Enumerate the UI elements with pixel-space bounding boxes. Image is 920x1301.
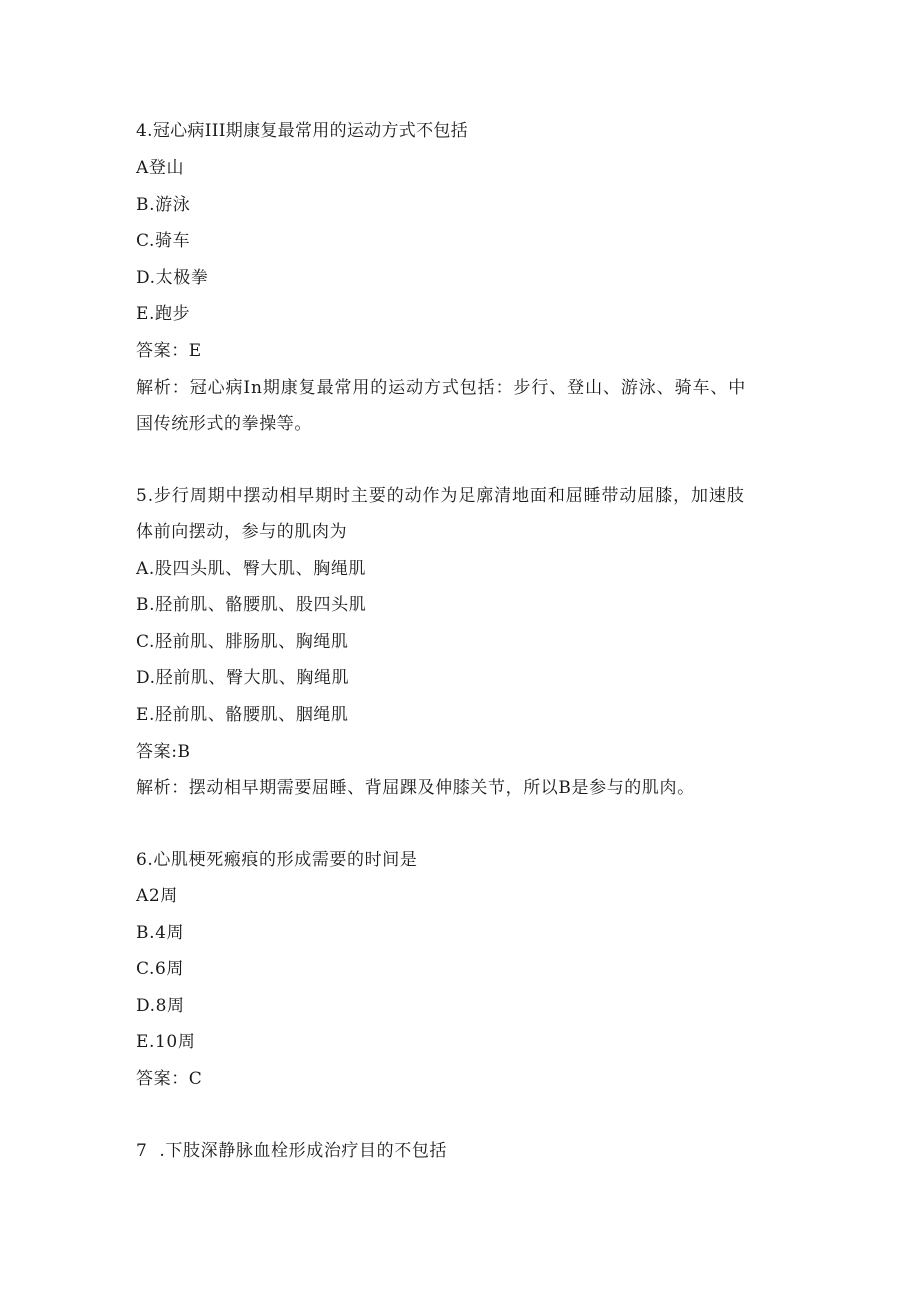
question-4-option-b: B.游泳 xyxy=(136,195,191,215)
question-4-analysis-line-1: 解析：冠心病In期康复最常用的运动方式包括：步行、登山、游泳、骑车、中 xyxy=(136,378,747,398)
question-4-option-d: D.太极拳 xyxy=(136,268,209,288)
question-5-option-a: A.股四头肌、臀大肌、胸绳肌 xyxy=(136,559,367,579)
question-5-option-c: C.胫前肌、腓肠肌、胸绳肌 xyxy=(136,632,349,652)
question-5-option-b: B.胫前肌、骼腰肌、股四头肌 xyxy=(136,595,367,615)
question-5-stem-line-2: 体前向摆动，参与的肌肉为 xyxy=(136,522,348,542)
question-6-option-e: E.10周 xyxy=(136,1032,196,1052)
question-5-analysis: 解析：摆动相早期需要屈睡、背屈踝及伸膝关节，所以B是参与的肌肉。 xyxy=(136,778,695,798)
question-6-option-d: D.8周 xyxy=(136,996,185,1016)
question-4-option-e: E.跑步 xyxy=(136,304,191,324)
question-5-answer: 答案:B xyxy=(136,742,191,762)
question-5-option-d: D.胫前肌、臀大肌、胸绳肌 xyxy=(136,668,350,688)
question-6-answer: 答案：C xyxy=(136,1069,203,1089)
question-5-option-e: E.胫前肌、骼腰肌、胭绳肌 xyxy=(136,705,349,725)
question-4-analysis-line-2: 国传统形式的拳操等。 xyxy=(136,414,312,434)
question-6-option-a: A2周 xyxy=(136,886,178,906)
question-6-option-b: B.4周 xyxy=(136,923,185,943)
question-4-answer: 答案：E xyxy=(136,341,202,361)
question-4-stem: 4.冠心病III期康复最常用的运动方式不包括 xyxy=(136,121,468,141)
question-7-stem: 7 .下肢深静脉血栓形成治疗目的不包括 xyxy=(136,1141,448,1161)
question-6-stem: 6.心肌梗死瘢痕的形成需要的时间是 xyxy=(136,850,418,870)
question-4-option-c: C.骑车 xyxy=(136,231,191,251)
question-5-stem-line-1: 5.步行周期中摆动相早期时主要的动作为足廓清地面和屈睡带动屈膝，加速肢 xyxy=(136,486,745,506)
question-6-option-c: C.6周 xyxy=(136,959,185,979)
question-4-option-a: A登山 xyxy=(136,158,185,178)
